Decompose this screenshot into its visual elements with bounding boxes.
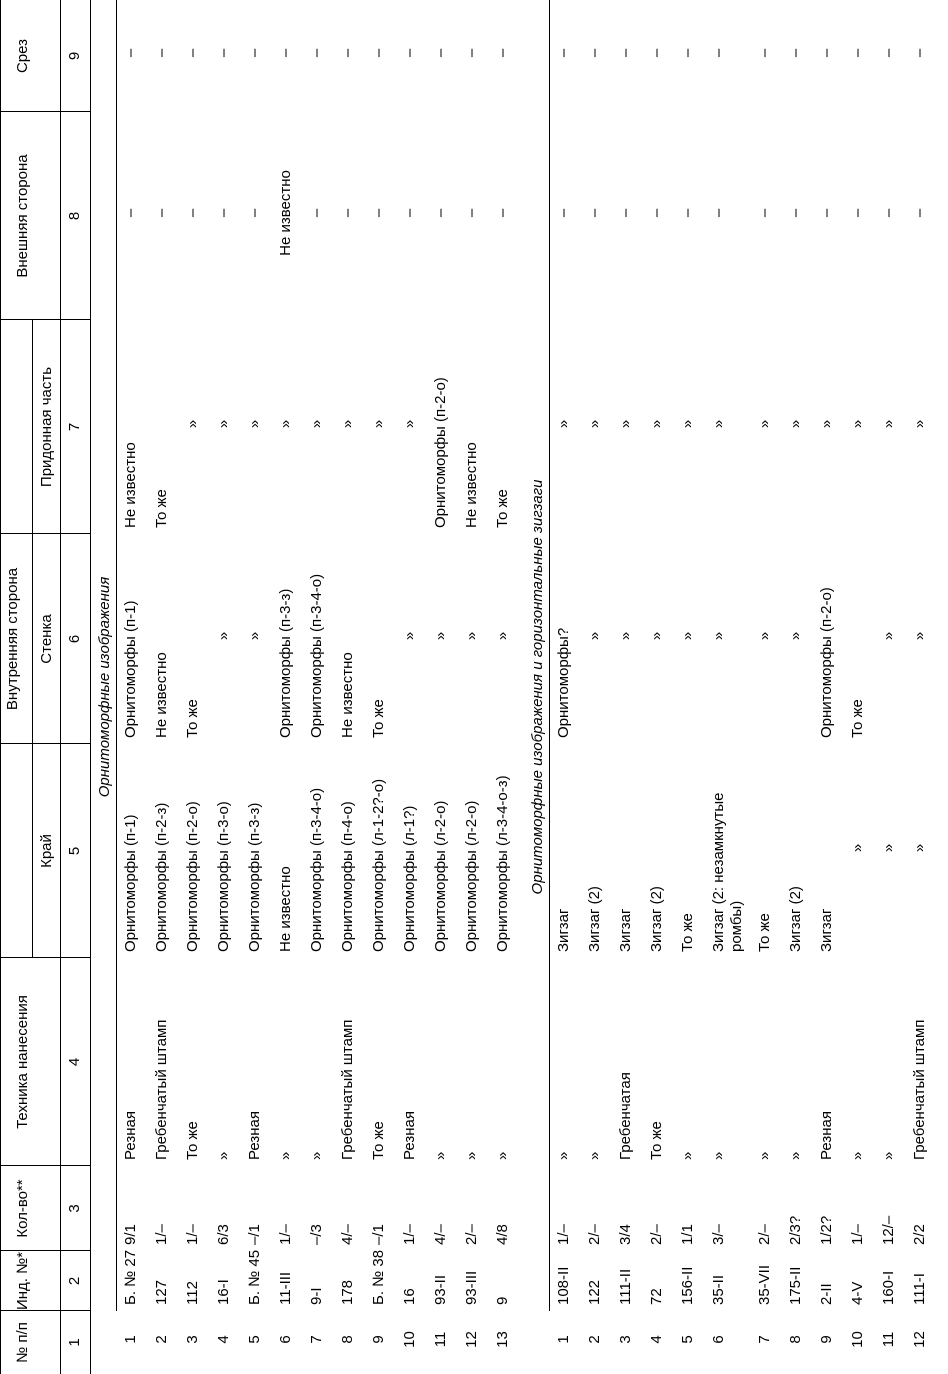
table-cell: Орнитоморфы (п-1) bbox=[122, 600, 139, 738]
table-cell: Не известно bbox=[122, 442, 139, 528]
table-cell: 1/– bbox=[555, 1224, 572, 1245]
table-cell: 1/1 bbox=[679, 1224, 696, 1245]
table-cell: 8 bbox=[339, 1335, 356, 1344]
table-cell: Зигзаг bbox=[555, 908, 572, 952]
table-cell: » bbox=[432, 1151, 449, 1160]
header-cell: Техника нанесения bbox=[14, 995, 31, 1129]
table-cell: – bbox=[432, 208, 449, 218]
table-cell: – bbox=[555, 208, 572, 218]
table-cell: Орнитоморфы (п-3-4-о) bbox=[308, 787, 325, 952]
table-cell: Резная bbox=[401, 1111, 418, 1160]
table-cell: 4 bbox=[648, 1335, 665, 1344]
table-cell: – bbox=[184, 48, 201, 58]
table-cell: 11-III bbox=[277, 1271, 294, 1305]
header-subcell: Стенка bbox=[38, 614, 55, 664]
header-col-rule bbox=[0, 1310, 90, 1311]
table-cell: » bbox=[710, 419, 727, 429]
table-cell: 12 bbox=[911, 1331, 928, 1348]
header-number: 8 bbox=[66, 211, 83, 221]
table-cell: Орнитоморфы (п-3-о) bbox=[215, 801, 232, 952]
table-cell: 16 bbox=[401, 1288, 418, 1305]
table-cell: Гребенчатый штамп bbox=[153, 1019, 170, 1160]
table-cell: Зигзаг (2) bbox=[648, 886, 665, 952]
section-top-rule bbox=[549, 0, 550, 1311]
table-cell: 1/– bbox=[153, 1224, 170, 1245]
table-cell: » bbox=[494, 1151, 511, 1160]
table-cell: » bbox=[308, 419, 325, 429]
header-cell: Срез bbox=[14, 38, 31, 74]
table-cell: Орнитоморфы (п-3-з) bbox=[246, 802, 263, 952]
table-cell: – bbox=[339, 48, 356, 58]
table-cell: – bbox=[880, 48, 897, 58]
table-cell: –/1 bbox=[246, 1224, 263, 1245]
table-cell: Орнитоморфы (л-2-о) bbox=[432, 800, 449, 952]
table-cell: » bbox=[339, 419, 356, 429]
table-cell: 108-II bbox=[555, 1266, 572, 1305]
table-cell: » bbox=[756, 1151, 773, 1160]
table-cell: » bbox=[463, 631, 480, 641]
table-cell: 35-VII bbox=[756, 1264, 773, 1305]
table-cell: – bbox=[122, 48, 139, 58]
table-cell: » bbox=[555, 1151, 572, 1160]
table-cell: Не известно bbox=[277, 866, 294, 952]
table-cell: 9 bbox=[818, 1335, 835, 1344]
table-cell: – bbox=[818, 48, 835, 58]
header-number: 6 bbox=[66, 634, 83, 644]
table-cell: » bbox=[401, 419, 418, 429]
table-cell: Орнитоморфы (п-1) bbox=[122, 814, 139, 952]
table-cell: 1/– bbox=[401, 1224, 418, 1245]
table-cell: – bbox=[787, 208, 804, 218]
table-cell: » bbox=[911, 843, 928, 853]
table-cell: Гребенчатый штамп bbox=[911, 1019, 928, 1160]
table-cell: 4/– bbox=[432, 1224, 449, 1245]
table-cell: То же bbox=[153, 489, 170, 528]
header-inner-side: Внутренняя сторона bbox=[4, 567, 21, 711]
table-cell: » bbox=[756, 419, 773, 429]
header-cell: Инд. №* bbox=[14, 1251, 31, 1311]
table-cell: » bbox=[215, 631, 232, 641]
header-number: 1 bbox=[66, 1338, 83, 1347]
table-cell: – bbox=[339, 208, 356, 218]
table-cell: » bbox=[911, 631, 928, 641]
header-col-rule bbox=[0, 319, 90, 320]
table-cell: –/3 bbox=[308, 1224, 325, 1245]
table-cell: То же bbox=[370, 1121, 387, 1160]
table-cell: 2/2 bbox=[911, 1224, 928, 1245]
table-cell: – bbox=[756, 208, 773, 218]
inner-side-rule bbox=[32, 320, 33, 958]
table-cell: 9 bbox=[370, 1335, 387, 1344]
table-cell: То же bbox=[370, 699, 387, 738]
table-cell: – bbox=[756, 48, 773, 58]
table-cell: 5 bbox=[679, 1335, 696, 1344]
table-cell: » bbox=[432, 631, 449, 641]
table-cell: – bbox=[911, 208, 928, 218]
header-subcell: Придонная часть bbox=[38, 366, 55, 488]
header-number: 3 bbox=[66, 1204, 83, 1213]
table-cell: 12 bbox=[463, 1331, 480, 1348]
table-cell: 10 bbox=[849, 1331, 866, 1348]
table-cell: » bbox=[184, 419, 201, 429]
table-cell: – bbox=[215, 48, 232, 58]
table-cell: 5 bbox=[246, 1335, 263, 1344]
table-cell: 1 bbox=[122, 1335, 139, 1344]
table-cell: – bbox=[494, 48, 511, 58]
table-cell: 1/– bbox=[849, 1224, 866, 1245]
table-cell: » bbox=[648, 631, 665, 641]
table-cell: » bbox=[494, 631, 511, 641]
table-cell: 12/– bbox=[880, 1215, 897, 1245]
table-cell: 3 bbox=[184, 1335, 201, 1344]
table-cell: » bbox=[787, 1151, 804, 1160]
table-cell: 11 bbox=[880, 1331, 897, 1348]
table-cell: То же bbox=[648, 1121, 665, 1160]
table-cell: 7 bbox=[756, 1335, 773, 1344]
table-cell: Зигзаг bbox=[617, 908, 634, 952]
table-cell: 6 bbox=[277, 1335, 294, 1344]
table-cell: Б. № 27 bbox=[122, 1249, 139, 1305]
table-cell: 175-II bbox=[787, 1266, 804, 1305]
table-cell: – bbox=[586, 208, 603, 218]
table-cell: – bbox=[308, 208, 325, 218]
table-cell: Орнитоморфы (п-2-о) bbox=[432, 377, 449, 528]
table-cell: Орнитоморфы (п-2-о) bbox=[184, 801, 201, 952]
table-cell: – bbox=[277, 48, 294, 58]
table-cell: 4/– bbox=[339, 1224, 356, 1245]
table-cell: – bbox=[710, 48, 727, 58]
header-col-rule bbox=[0, 1250, 90, 1251]
table-cell: – bbox=[818, 208, 835, 218]
table-cell: » bbox=[215, 419, 232, 429]
table-cell: То же bbox=[756, 913, 773, 952]
table-cell: Резная bbox=[818, 1111, 835, 1160]
table-cell: » bbox=[370, 419, 387, 429]
table-cell: 35-II bbox=[710, 1274, 727, 1305]
table-cell: » bbox=[401, 631, 418, 641]
table-cell: Резная bbox=[122, 1111, 139, 1160]
table-cell: – bbox=[849, 208, 866, 218]
table-cell: 111-I bbox=[911, 1273, 928, 1305]
table-cell: » bbox=[818, 419, 835, 429]
table-cell: – bbox=[494, 208, 511, 218]
table-cell: 1 bbox=[555, 1335, 572, 1344]
table-cell: – bbox=[617, 208, 634, 218]
table-cell: 6/3 bbox=[215, 1224, 232, 1245]
table-cell: То же bbox=[494, 489, 511, 528]
table-cell: 93-III bbox=[463, 1270, 480, 1305]
table-cell: 2/3? bbox=[787, 1215, 804, 1245]
table-cell: – bbox=[246, 48, 263, 58]
header-col-rule bbox=[0, 1165, 90, 1166]
table-cell: Зигзаг bbox=[818, 908, 835, 952]
table-cell: 2/– bbox=[463, 1224, 480, 1245]
table-cell: Зигзаг (2) bbox=[787, 886, 804, 952]
table-cell: Б. № 38 bbox=[370, 1249, 387, 1305]
table-cell: – bbox=[184, 208, 201, 218]
table-cell: 93-II bbox=[432, 1274, 449, 1305]
table-cell: Зигзаг (2: незамкнутые ромбы) bbox=[710, 792, 745, 952]
table-cell: » bbox=[787, 631, 804, 641]
table-cell: – bbox=[246, 208, 263, 218]
table-cell: 178 bbox=[339, 1279, 356, 1305]
table-cell: То же bbox=[849, 699, 866, 738]
table-cell: » bbox=[586, 631, 603, 641]
table-cell: – bbox=[153, 48, 170, 58]
table-cell: 160-I bbox=[880, 1270, 897, 1305]
table-cell: » bbox=[617, 419, 634, 429]
table-cell: 8 bbox=[787, 1335, 804, 1344]
table-cell: 10 bbox=[401, 1331, 418, 1348]
header-number: 2 bbox=[66, 1276, 83, 1286]
table-cell: 2/– bbox=[586, 1224, 603, 1245]
table-cell: – bbox=[555, 48, 572, 58]
table-cell: Орнитоморфы (п-3-з) bbox=[277, 588, 294, 738]
table-cell: Не известно bbox=[339, 652, 356, 738]
table-cell: 2 bbox=[586, 1335, 603, 1344]
table-cell: » bbox=[308, 1151, 325, 1160]
table-cell: 112 bbox=[184, 1281, 201, 1305]
table-cell: – bbox=[215, 208, 232, 218]
table-cell: Гребенчатая bbox=[617, 1072, 634, 1160]
header-cell: № п/п bbox=[14, 1322, 31, 1363]
table-cell: 6 bbox=[710, 1335, 727, 1344]
header-subcell: Край bbox=[38, 834, 55, 868]
table-cell: Орнитоморфы (л-1?) bbox=[401, 805, 418, 952]
table-cell: » bbox=[710, 1151, 727, 1160]
table-cell: » bbox=[648, 419, 665, 429]
table-cell: 4-V bbox=[849, 1281, 866, 1305]
table-cell: Не известно bbox=[153, 652, 170, 738]
table-cell: – bbox=[370, 48, 387, 58]
table-cell: 3/4 bbox=[617, 1224, 634, 1245]
table-cell: » bbox=[880, 631, 897, 641]
table-cell: » bbox=[911, 419, 928, 429]
table-cell: 13 bbox=[494, 1331, 511, 1348]
table-cell: Орнитоморфы (л-3-4-о-з) bbox=[494, 775, 511, 952]
header-number: 4 bbox=[66, 1057, 83, 1067]
table-cell: – bbox=[710, 208, 727, 218]
table-cell: » bbox=[756, 631, 773, 641]
table-cell: 9-I bbox=[308, 1287, 325, 1305]
header-cell: Внешняя сторона bbox=[14, 154, 31, 278]
table-cell: » bbox=[710, 631, 727, 641]
table-cell: То же bbox=[679, 913, 696, 952]
table-cell: – bbox=[849, 48, 866, 58]
table-cell: » bbox=[277, 1151, 294, 1160]
table-cell: – bbox=[648, 48, 665, 58]
table-cell: » bbox=[679, 1151, 696, 1160]
table-cell: – bbox=[880, 208, 897, 218]
table-cell: 2-II bbox=[818, 1283, 835, 1305]
table-cell: » bbox=[849, 419, 866, 429]
header-col-rule bbox=[0, 957, 90, 958]
table-cell: » bbox=[849, 843, 866, 853]
header-col-rule bbox=[0, 111, 90, 112]
table-cell: – bbox=[648, 208, 665, 218]
table-cell: Не известно bbox=[277, 170, 294, 256]
table-cell: » bbox=[586, 419, 603, 429]
table-cell: Орнитоморфы (п-2-з) bbox=[153, 802, 170, 952]
table-cell: –/1 bbox=[370, 1224, 387, 1245]
table-cell: Б. № 45 bbox=[246, 1249, 263, 1305]
table-cell: То же bbox=[184, 1121, 201, 1160]
table-cell: 2 bbox=[153, 1335, 170, 1344]
table-cell: – bbox=[463, 208, 480, 218]
table-cell: » bbox=[787, 419, 804, 429]
table-cell: – bbox=[463, 48, 480, 58]
table-cell: 7 bbox=[308, 1335, 325, 1344]
table-cell: – bbox=[679, 48, 696, 58]
table-cell: Орнитоморфы (л-2-о) bbox=[463, 800, 480, 952]
table-cell: » bbox=[463, 1151, 480, 1160]
table-cell: 72 bbox=[648, 1288, 665, 1305]
table-cell: 3/– bbox=[710, 1224, 727, 1245]
table-cell: » bbox=[849, 1151, 866, 1160]
table-cell: Орнитоморфы (п-3-4-о) bbox=[308, 573, 325, 738]
table-cell: 3 bbox=[617, 1335, 634, 1344]
table-cell: 16-I bbox=[215, 1279, 232, 1305]
table-cell: – bbox=[153, 208, 170, 218]
table-cell: Орнитоморфы (п-4-о) bbox=[339, 801, 356, 952]
section-top-rule bbox=[116, 0, 117, 1311]
table-cell: – bbox=[308, 48, 325, 58]
table-cell: Орнитоморфы (л-1-2?-о) bbox=[370, 778, 387, 952]
table-cell: » bbox=[246, 631, 263, 641]
table-cell: » bbox=[679, 419, 696, 429]
table-cell: – bbox=[586, 48, 603, 58]
table-cell: – bbox=[617, 48, 634, 58]
section-title: Орнитоморфные изображения bbox=[96, 576, 113, 798]
table-cell: – bbox=[911, 48, 928, 58]
table-cell: 122 bbox=[586, 1279, 603, 1305]
table-cell: То же bbox=[184, 699, 201, 738]
header-number-rule bbox=[60, 0, 61, 1374]
table-cell: » bbox=[679, 631, 696, 641]
table-cell: – bbox=[432, 48, 449, 58]
table-cell: » bbox=[880, 1151, 897, 1160]
table-cell: » bbox=[880, 843, 897, 853]
table-cell: Гребенчатый штамп bbox=[339, 1019, 356, 1160]
table-cell: » bbox=[246, 419, 263, 429]
table-cell: 1/– bbox=[184, 1224, 201, 1245]
table-cell: 111-II bbox=[617, 1268, 634, 1305]
table-cell: 9/1 bbox=[122, 1224, 139, 1245]
table-cell: 4 bbox=[215, 1335, 232, 1344]
header-number: 5 bbox=[66, 846, 83, 856]
table-cell: – bbox=[401, 208, 418, 218]
subheader-rule bbox=[32, 743, 60, 744]
top-border bbox=[0, 0, 1, 1374]
table-cell: 2/– bbox=[648, 1224, 665, 1245]
table-cell: Зигзаг (2) bbox=[586, 886, 603, 952]
table-cell: 11 bbox=[432, 1331, 449, 1348]
table-cell: » bbox=[880, 419, 897, 429]
table-cell: Орнитоморфы (п-2-о) bbox=[818, 587, 835, 738]
subheader-rule bbox=[32, 533, 60, 534]
header-cell: Кол-во** bbox=[14, 1179, 31, 1238]
table-cell: – bbox=[370, 208, 387, 218]
table-cell: – bbox=[679, 208, 696, 218]
table-cell: – bbox=[122, 208, 139, 218]
table-cell: 156-II bbox=[679, 1266, 696, 1305]
table-cell: Не известно bbox=[463, 442, 480, 528]
table-cell: » bbox=[215, 1151, 232, 1160]
table-cell: 127 bbox=[153, 1279, 170, 1305]
table-cell: 9 bbox=[494, 1296, 511, 1305]
table-cell: » bbox=[277, 419, 294, 429]
table-cell: 1/2? bbox=[818, 1215, 835, 1245]
table-cell: – bbox=[401, 48, 418, 58]
table-cell: » bbox=[586, 1151, 603, 1160]
header-number: 7 bbox=[66, 422, 83, 432]
table-cell: » bbox=[617, 631, 634, 641]
header-bottom-rule bbox=[90, 0, 91, 1374]
table-cell: – bbox=[787, 48, 804, 58]
table-cell: 4/8 bbox=[494, 1224, 511, 1245]
table-cell: Резная bbox=[246, 1111, 263, 1160]
table-cell: 1/– bbox=[277, 1224, 294, 1245]
header-number: 9 bbox=[66, 51, 83, 61]
table-cell: » bbox=[555, 419, 572, 429]
table-cell: Орнитоморфы? bbox=[555, 627, 572, 738]
section-title: Орнитоморфные изображения и горизонтальные зигзаги bbox=[529, 479, 546, 895]
table-cell: 2/– bbox=[756, 1224, 773, 1245]
